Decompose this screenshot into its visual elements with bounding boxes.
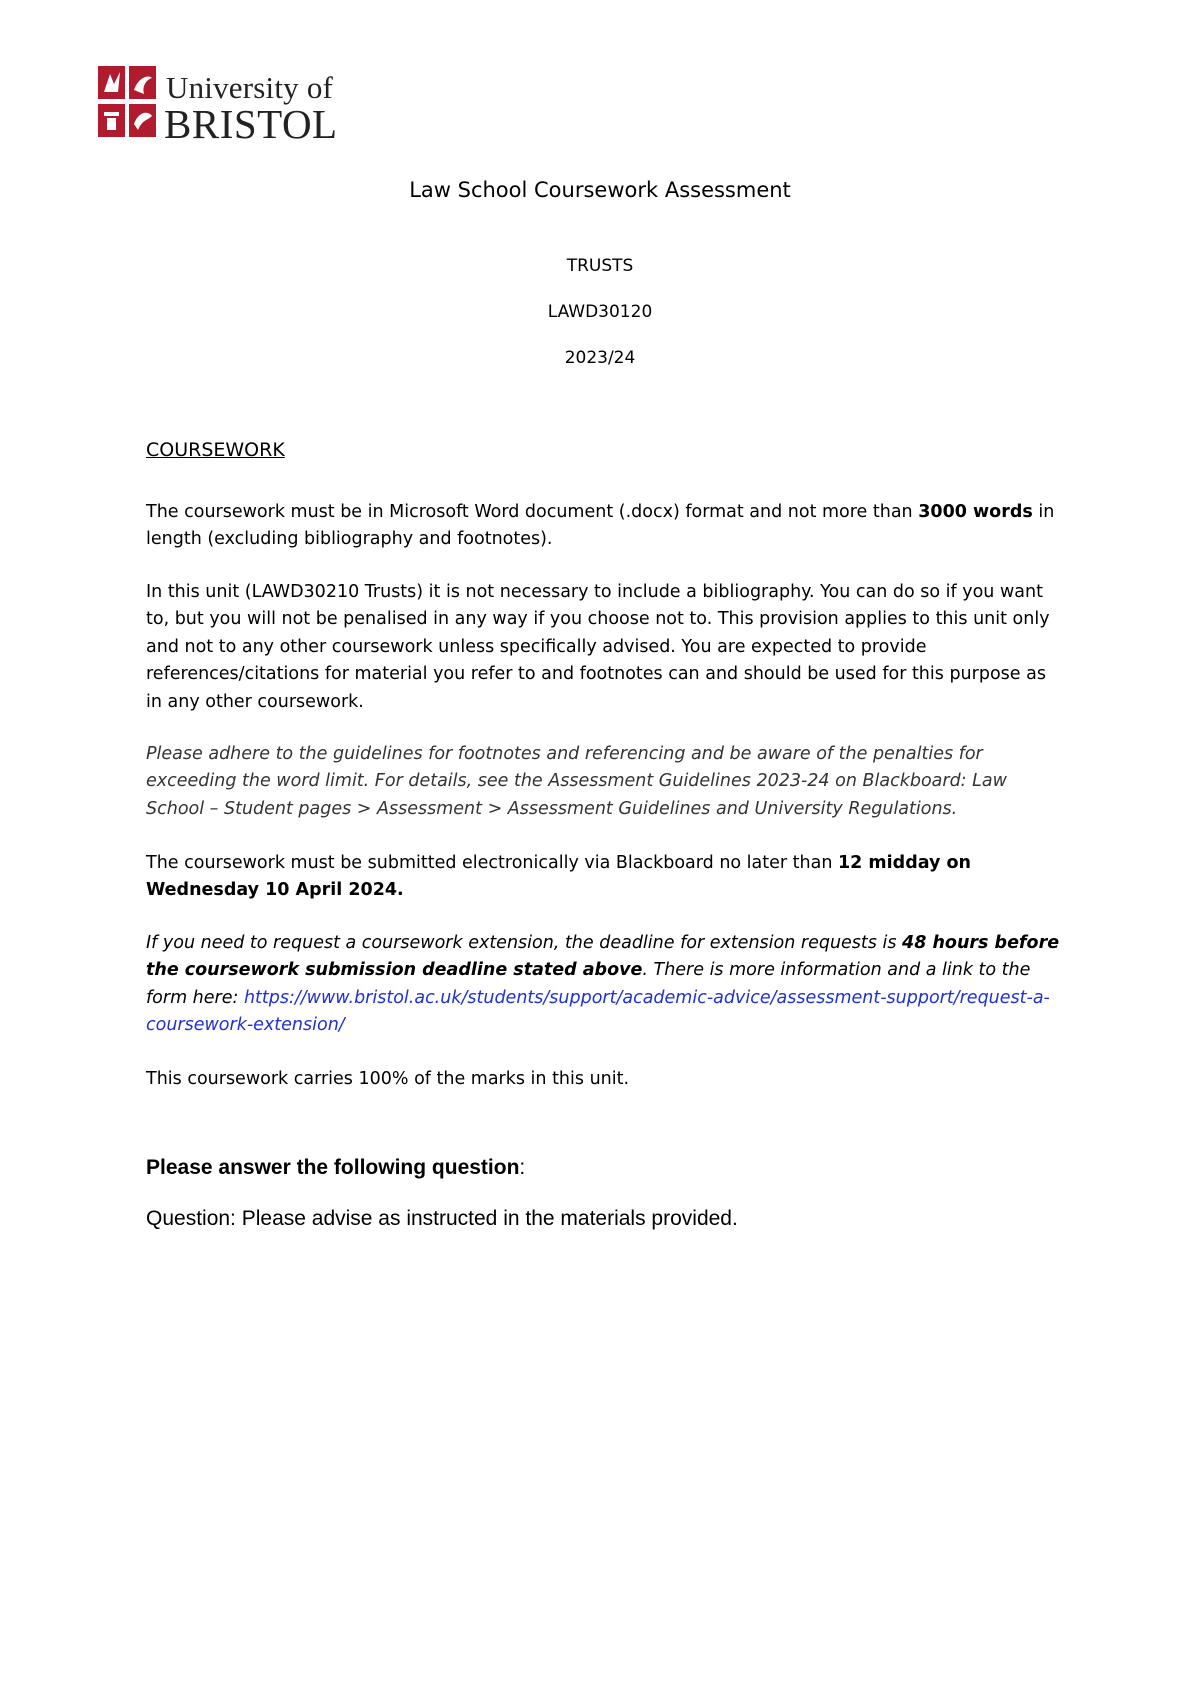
submission-paragraph	[146, 850, 1066, 905]
coursework-heading: COURSEWORK	[146, 439, 285, 461]
unit-code: LAWD30120	[547, 302, 653, 322]
academic-year: 2023/24	[564, 348, 636, 368]
submission-deadline: 12 midday on Wednesday 10 April 2024.	[146, 852, 971, 900]
extension-paragraph	[146, 930, 1066, 1040]
question-heading-colon: :	[519, 1156, 526, 1179]
crest-icon	[98, 64, 158, 140]
extension-deadline: 48 hours before the coursework submission deadline stated above	[146, 932, 1060, 980]
format-text-b: in length (excluding bibliography and footnotes).	[146, 501, 1055, 549]
extension-form-link[interactable]: https://www.bristol.ac.uk/students/support/academic-advice/assessment-support/request-a-coursework-extension/	[146, 987, 1050, 1035]
format-text-a: The coursework must be in Microsoft Word document (.docx) format and not more than	[146, 501, 919, 522]
document-title: Law School Coursework Assessment	[409, 178, 791, 202]
logo-text-line2: BRISTOL	[164, 101, 338, 147]
extension-text-b: . There is more information and a link to the form here:	[146, 960, 1031, 1008]
word-limit: 3000 words	[918, 501, 1033, 522]
question-heading	[146, 1156, 525, 1180]
format-paragraph	[146, 499, 1066, 554]
unit-subject: TRUSTS	[566, 256, 634, 276]
question-text: Question: Please advise as instructed in the materials provided.	[146, 1207, 738, 1230]
guidelines-paragraph: Please adhere to the guidelines for footnotes and referencing and be aware of the penalties for exceeding the word limit. For details, see the Assessment Guidelines 2023-24 on Blackboard: Law School – Student pages > Assessment > Assessment Guidelines and University Regulations.	[146, 743, 1007, 819]
marks-paragraph: This coursework carries 100% of the marks in this unit.	[146, 1068, 630, 1089]
bibliography-paragraph: In this unit (LAWD30210 Trusts) it is not necessary to include a bibliography. You can do so if you want to, but you will not be penalised in any way if you choose not to. This provision applies to this unit only and not to any other coursework unless specifically advised. You are expected to provide references/citations for material you refer to and footnotes can and should be used for this purpose as in any other coursework.	[146, 581, 1050, 712]
extension-text-a: If you need to request a coursework extension, the deadline for extension requests is	[146, 932, 903, 953]
question-heading-text: Please answer the following question	[146, 1156, 520, 1179]
university-logo	[98, 64, 358, 146]
submission-text: The coursework must be submitted electronically via Blackboard no later than	[146, 852, 838, 873]
logo-text-line1: University of	[166, 70, 334, 105]
